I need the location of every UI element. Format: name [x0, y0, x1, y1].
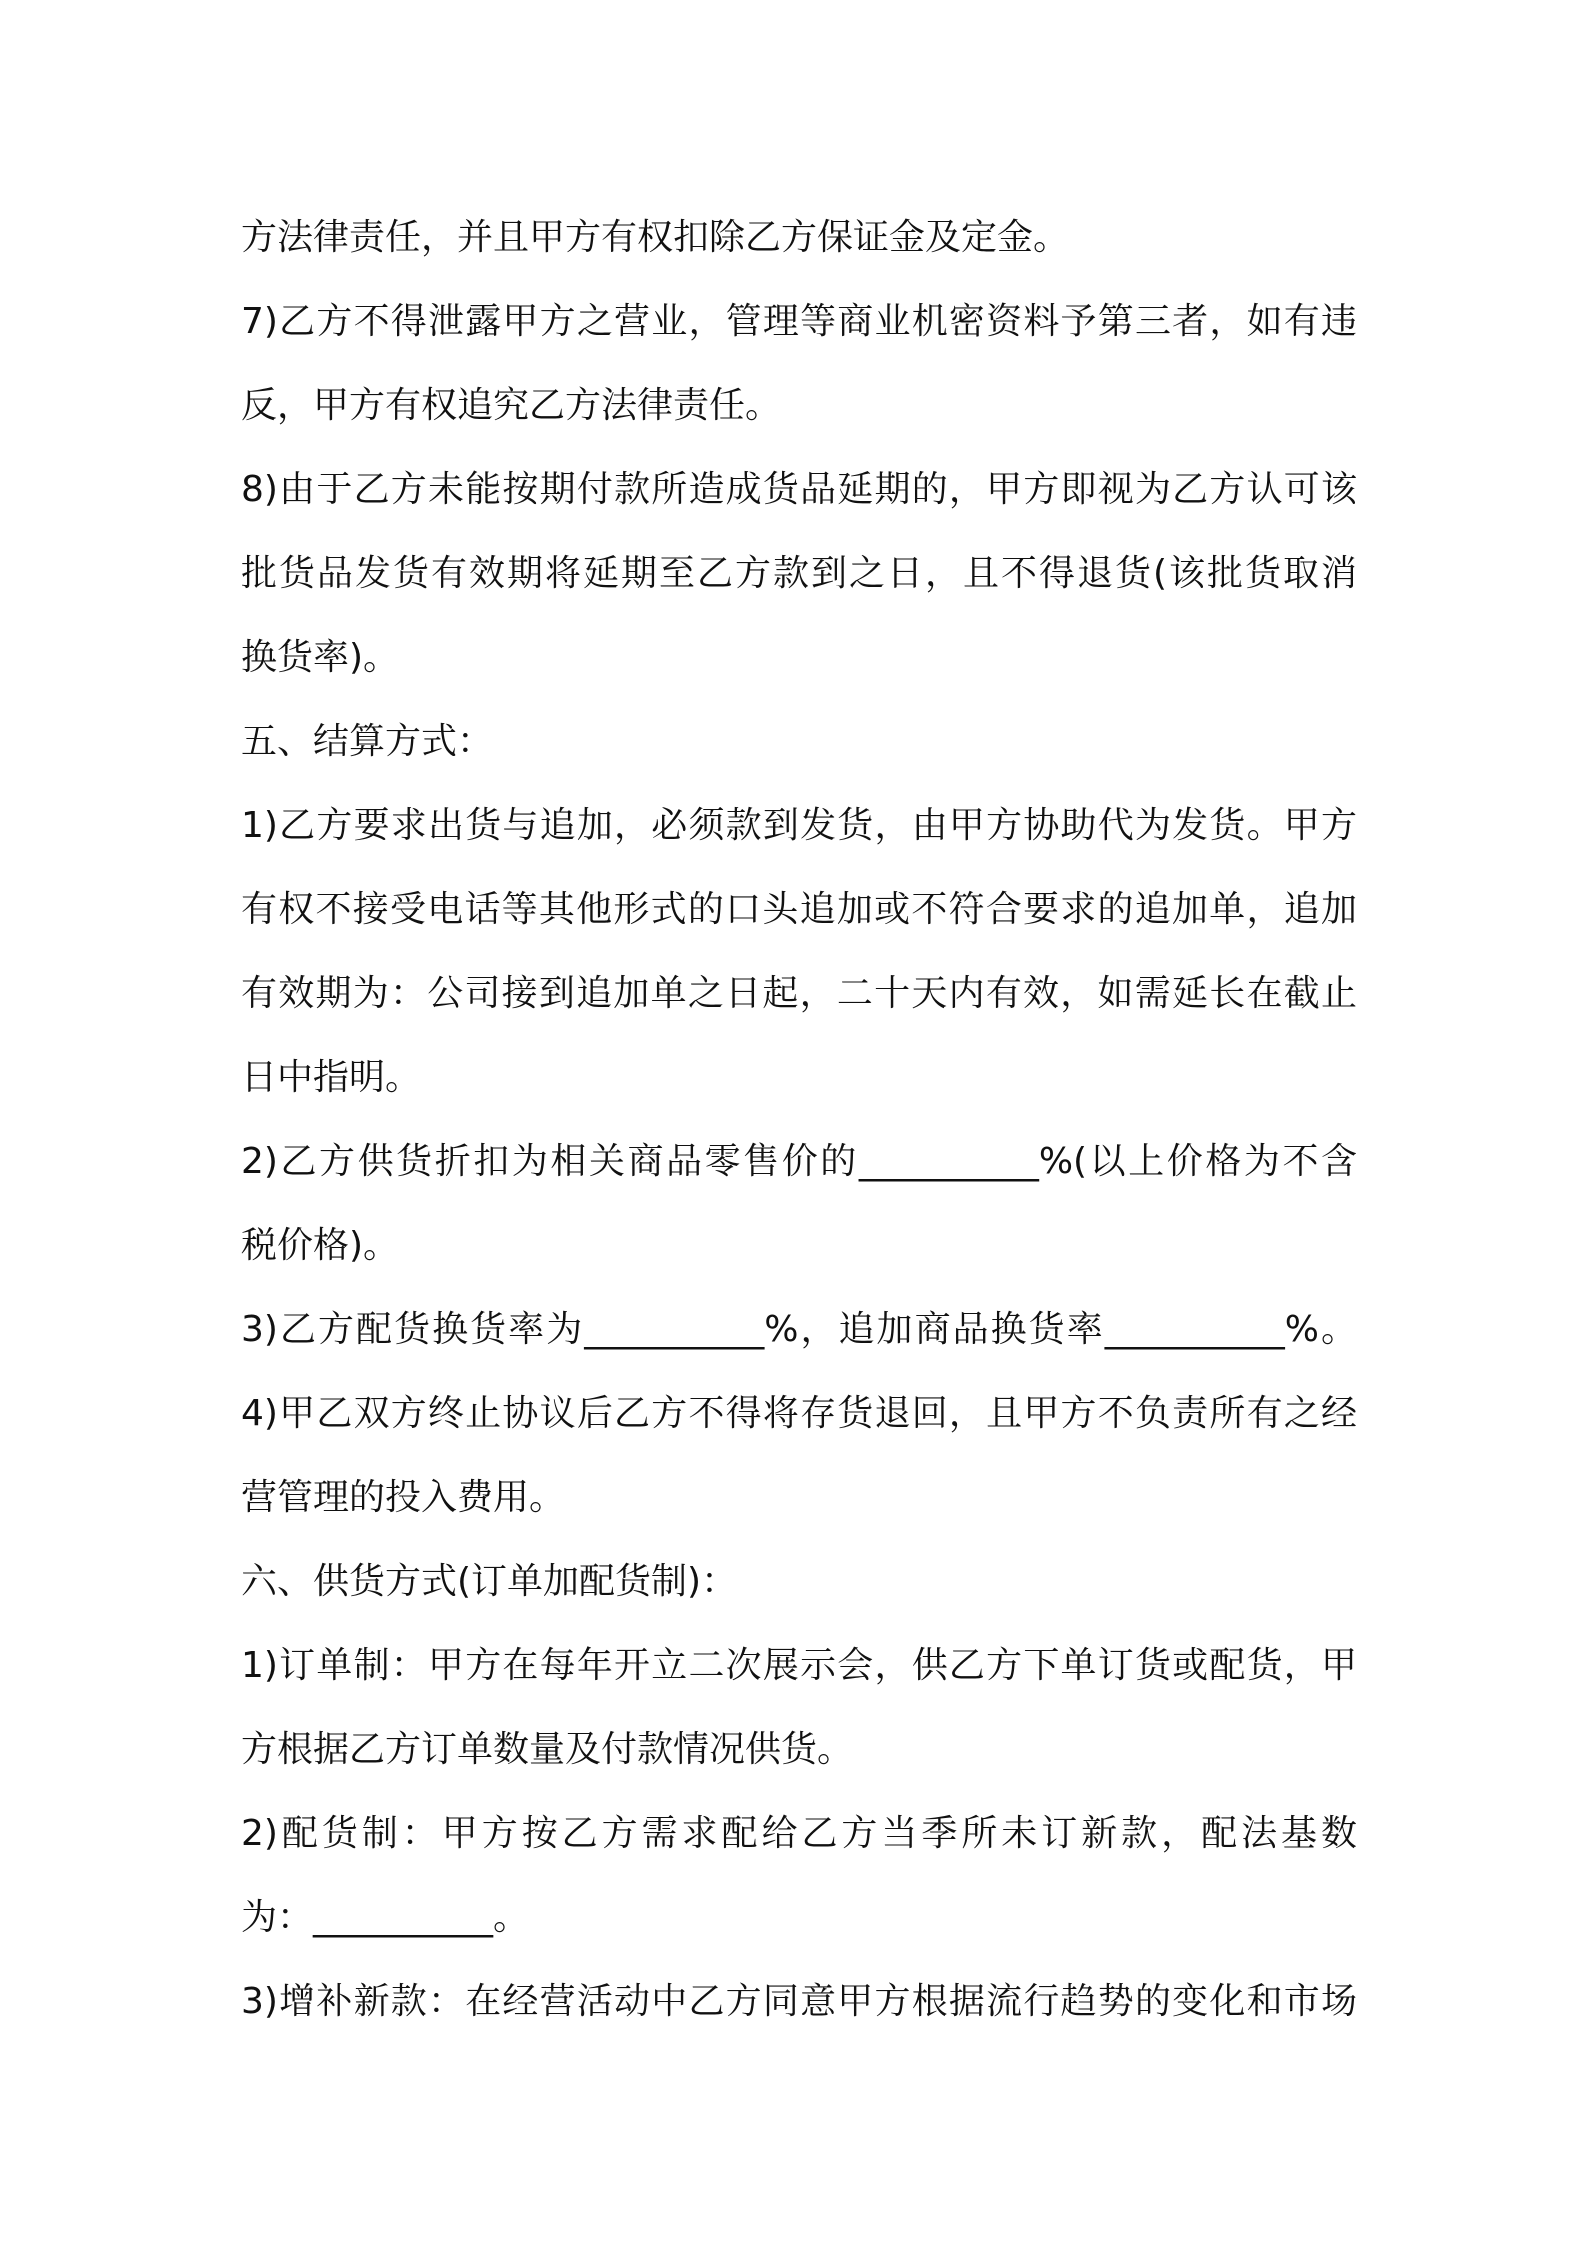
- text-line: 8)由于乙方未能按期付款所造成货品延期的，甲方即视为乙方认可该: [241, 469, 1357, 510]
- text-line: 换货率)。: [241, 637, 400, 678]
- section-heading: 六、供货方式(订单加配货制)：: [241, 1561, 738, 1602]
- text-line: 税价格)。: [241, 1225, 400, 1266]
- text-line: 7)乙方不得泄露甲方之营业，管理等商业机密资料予第三者，如有违: [241, 301, 1357, 342]
- text-line: 有效期为：公司接到追加单之日起，二十天内有效，如需延长在截止: [241, 973, 1357, 1014]
- text-line: 方法律责任，并且甲方有权扣除乙方保证金及定金。: [241, 217, 1070, 258]
- document-body: [241, 196, 1357, 2044]
- text-line: 有权不接受电话等其他形式的口头追加或不符合要求的追加单，追加: [241, 889, 1357, 930]
- text-line: 1)订单制：甲方在每年开立二次展示会，供乙方下单订货或配货，甲: [241, 1645, 1357, 1686]
- text-line: 1)乙方要求出货与追加，必须款到发货，由甲方协助代为发货。甲方: [241, 805, 1357, 846]
- text-line: 2)配货制：甲方按乙方需求配给乙方当季所未订新款，配法基数: [241, 1813, 1357, 1854]
- text-line: 3)乙方配货换货率为__________%，追加商品换货率__________%。: [241, 1309, 1357, 1350]
- section-heading: 五、结算方式：: [241, 721, 494, 762]
- text-line: 方根据乙方订单数量及付款情况供货。: [241, 1729, 854, 1770]
- text-line: 营管理的投入费用。: [241, 1477, 566, 1518]
- text-line: 4)甲乙双方终止协议后乙方不得将存货退回，且甲方不负责所有之经: [241, 1393, 1357, 1434]
- text-line: 批货品发货有效期将延期至乙方款到之日，且不得退货(该批货取消: [241, 553, 1357, 594]
- text-line: 为：__________。: [241, 1897, 530, 1938]
- text-line: 3)增补新款：在经营活动中乙方同意甲方根据流行趋势的变化和市场: [241, 1981, 1357, 2022]
- text-line: 日中指明。: [241, 1057, 422, 1098]
- text-line: 2)乙方供货折扣为相关商品零售价的__________%(以上价格为不含: [241, 1141, 1357, 1182]
- text-line: 反，甲方有权追究乙方法律责任。: [241, 385, 782, 426]
